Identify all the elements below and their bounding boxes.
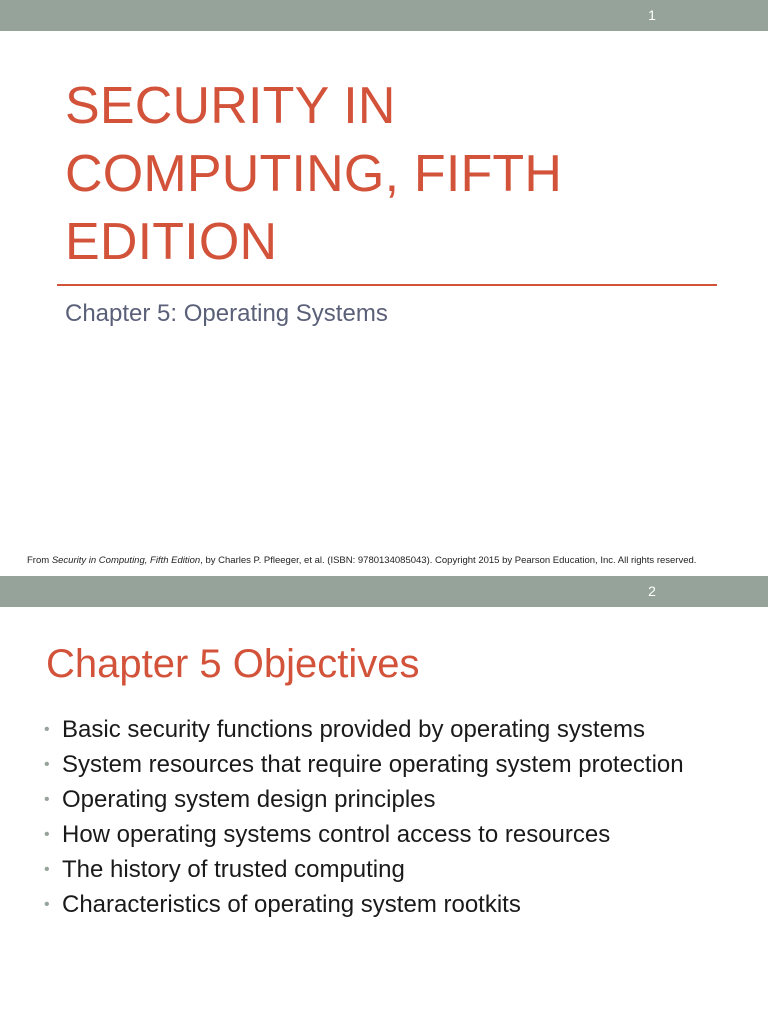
page-number: 2 — [648, 583, 656, 599]
bullet-icon: • — [44, 721, 50, 738]
list-item-text: How operating systems control access to resources — [62, 821, 611, 848]
title-underline-divider — [57, 284, 717, 286]
page-number: 1 — [648, 7, 656, 23]
list-item — [44, 889, 724, 920]
credit-book-title: Security in Computing, Fifth Edition — [51, 555, 201, 566]
bullet-icon: • — [44, 826, 50, 843]
list-item-text: Basic security functions provided by operating systems — [62, 716, 645, 743]
list-item — [44, 854, 724, 885]
slide-title: Chapter 5 Objectives — [46, 642, 420, 686]
list-item-text: System resources that require operating system protection — [62, 751, 684, 778]
list-item — [44, 749, 724, 780]
slide-title: SECURITY IN COMPUTING, FIFTH EDITION — [65, 77, 563, 271]
slide-header-band — [0, 576, 768, 607]
list-item-text: Characteristics of operating system rootkits — [62, 891, 521, 918]
slide-subtitle: Chapter 5: Operating Systems — [65, 300, 388, 327]
credit-prefix: From — [27, 555, 52, 566]
credit-suffix: , by Charles P. Pfleeger, et al. (ISBN: 9780134085043). Copyright 2015 by Pearson Education, Inc. All rights reserved. — [200, 555, 697, 566]
bullet-icon: • — [44, 791, 50, 808]
bullet-icon: • — [44, 861, 50, 878]
objectives-list — [44, 714, 724, 924]
list-item — [44, 819, 724, 850]
list-item — [44, 714, 724, 745]
objectives-slide — [0, 576, 768, 1024]
list-item-text: The history of trusted computing — [62, 856, 405, 883]
bullet-icon: • — [44, 896, 50, 913]
list-item — [44, 784, 724, 815]
bullet-icon: • — [44, 756, 50, 773]
list-item-text: Operating system design principles — [62, 786, 436, 813]
slide-header-band — [0, 0, 768, 31]
copyright-credit — [27, 555, 757, 567]
